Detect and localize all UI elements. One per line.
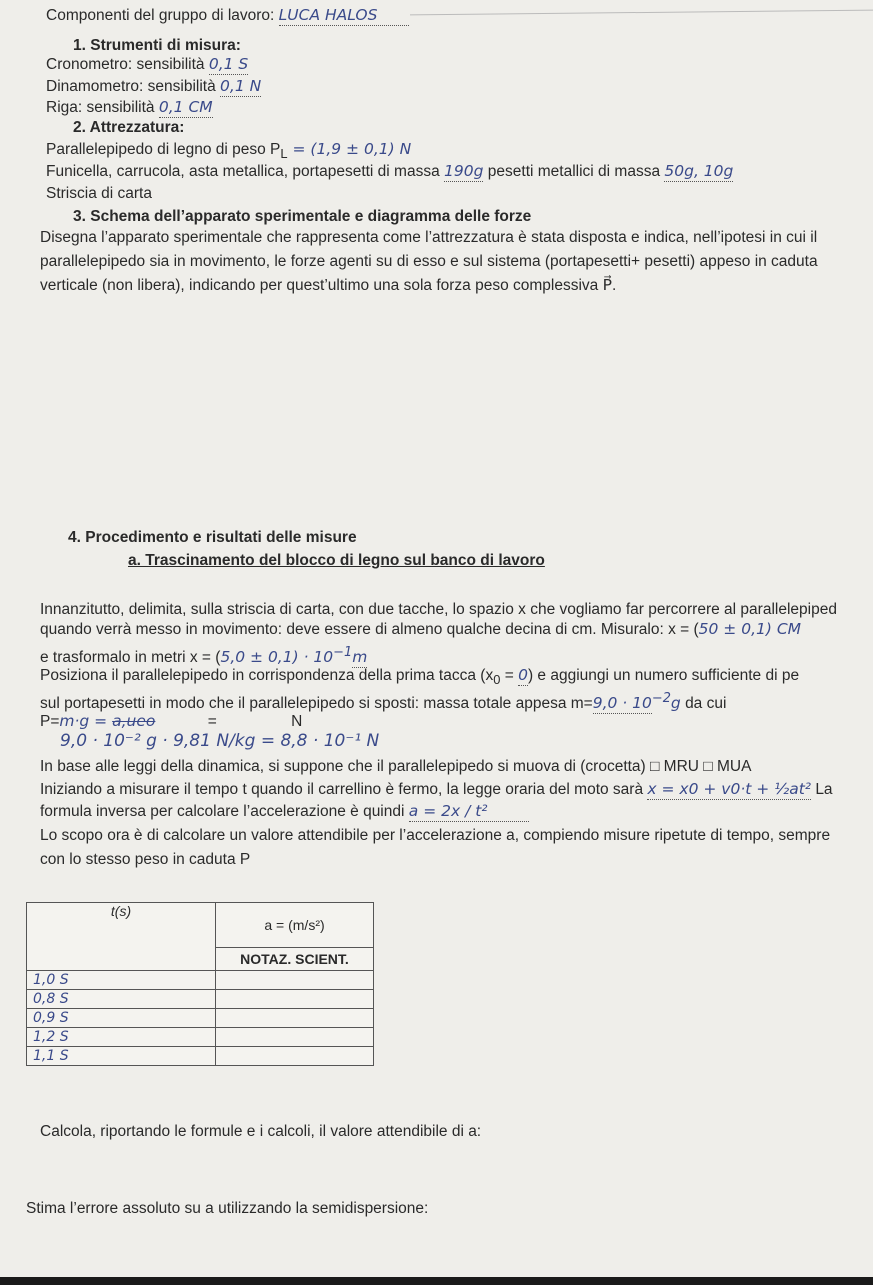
law-value: x = x0 + v0·t + ½at²	[647, 780, 811, 798]
section-4a-subtitle: a. Trascinamento del blocco di legno sul banco di lavoro	[128, 552, 545, 569]
convert-x-value: 5,0 ± 0,1) · 10	[220, 648, 334, 667]
x0-value: 0	[518, 666, 528, 684]
parallelepipedo-value: = (1,9 ± 0,1) N	[287, 140, 412, 158]
riga-label: Riga: sensibilità	[46, 99, 155, 116]
accel-cell[interactable]	[216, 990, 374, 1009]
measure-x-value: 50 ± 0,1) CM	[698, 620, 802, 638]
table-row	[27, 1009, 374, 1028]
dinamometro-value: 0,1 N	[220, 77, 262, 95]
accel-cell[interactable]	[216, 1047, 374, 1066]
group-members-label: Componenti del gruppo di lavoro:	[46, 7, 275, 24]
col-accel-subheader: NOTAZ. SCIENT.	[216, 948, 374, 971]
pesetti-mass: 50g, 10g	[664, 162, 734, 180]
striscia-text: Striscia di carta	[46, 185, 152, 202]
weight-eq: =	[207, 713, 217, 730]
riga-line	[46, 98, 213, 118]
dinamometro-line	[46, 77, 261, 97]
cronometro-line	[46, 55, 248, 75]
portapesetti-mass: 190g	[444, 162, 484, 180]
procedure-line-6	[40, 712, 302, 731]
accel-cell[interactable]	[216, 1009, 374, 1028]
section-3-line-3: verticale (non libera), indicando per quest’ultimo una sola forza peso complessiva P⃗.	[40, 277, 617, 294]
section-4-title: 4. Procedimento e risultati delle misure	[68, 529, 357, 546]
mass-label: sul portapesetti in modo che il parallelepipedo si sposti: massa totale appesa m=	[40, 695, 593, 713]
procedure-line-1: Innanzitutto, delimita, sulla striscia di carta, con due tacche, lo spazio x che vogliamo far percorrere al parallelepiped	[40, 601, 837, 618]
funicella-line	[46, 162, 733, 182]
weight-calculation: 9,0 · 10⁻² g · 9,81 N/kg = 8,8 · 10⁻¹ N	[60, 731, 380, 751]
col-time-header: t(s)	[27, 903, 216, 971]
procedure-line-5	[40, 689, 726, 714]
table-row	[27, 1028, 374, 1047]
inverse-label: formula inversa per calcolare l’accelerazione è quindi	[40, 803, 405, 820]
procedure-line-11: Lo scopo ora è di calcolare un valore attendibile per l’accelerazione a, compiendo misure ripetute di tempo, sempre	[40, 827, 831, 844]
weight-unit: N	[291, 713, 303, 730]
convert-x-label: e trasformalo in metri x = (	[40, 649, 221, 667]
parallelepipedo-line	[46, 140, 411, 163]
pesetti-text: pesetti metallici di massa	[487, 163, 661, 180]
accel-cell[interactable]	[216, 1028, 374, 1047]
parallelepipedo-label: Parallelepipedo di legno di peso P	[46, 141, 281, 158]
x0-eq: =	[500, 667, 519, 684]
section-2-title: 2. Attrezzatura:	[73, 119, 185, 136]
weight-formula: m·g =	[59, 712, 113, 730]
section-3-line-2: parallelepipedo sia in movimento, le forze agenti su di esso e sul sistema (portapesetti+ pesetti) appeso in caduta	[40, 253, 818, 270]
inverse-value: a = 2x / t²	[409, 802, 529, 822]
time-acceleration-table	[26, 902, 374, 1066]
weight-label: P=	[40, 713, 60, 730]
cronometro-label: Cronometro: sensibilità	[46, 56, 205, 73]
table-row	[27, 990, 374, 1009]
time-cell: 0,9 S	[27, 1009, 216, 1028]
x0-rest: ) e aggiungi un numero sufficiente di pe	[527, 667, 800, 684]
section-3-title: 3. Schema dell’apparato sperimentale e diagramma delle forze	[73, 208, 532, 225]
mass-unit: g	[670, 694, 681, 713]
table-row	[27, 1047, 374, 1066]
time-cell: 0,8 S	[27, 990, 216, 1009]
top-rule	[410, 10, 873, 16]
convert-x-unit: m	[352, 648, 368, 667]
procedure-line-10	[40, 802, 529, 822]
procedure-line-4	[40, 666, 799, 689]
motion-type-line: In base alle leggi della dinamica, si suppone che il parallelepipedo si muova di (crocetta) □ MRU □ MUA	[40, 758, 752, 775]
procedure-line-9	[40, 780, 833, 800]
x0-label: Posiziona il parallelepipedo in corrispondenza della prima tacca (x	[40, 667, 494, 684]
parallelepipedo-sub: L	[280, 146, 288, 162]
group-members-names: LUCA HALOS	[279, 6, 409, 26]
weight-strike: a,ueo	[112, 712, 156, 730]
group-members-line	[46, 6, 409, 26]
accel-cell[interactable]	[216, 971, 374, 990]
time-cell: 1,1 S	[27, 1047, 216, 1066]
procedure-line-2	[40, 620, 801, 639]
mass-exp: −2	[651, 691, 671, 706]
bottom-edge	[0, 1277, 873, 1285]
time-cell: 1,2 S	[27, 1028, 216, 1047]
mass-tail: da cui	[685, 695, 727, 713]
stima-prompt: Stima l’errore assoluto su a utilizzando la semidispersione:	[26, 1200, 429, 1217]
section-1-title: 1. Strumenti di misura:	[73, 37, 241, 54]
convert-x-exp: −1	[333, 645, 353, 660]
x0-sub: 0	[493, 672, 501, 688]
time-cell: 1,0 S	[27, 971, 216, 990]
col-accel-header: a = (m/s²)	[216, 903, 374, 948]
cronometro-value: 0,1 S	[208, 55, 249, 73]
riga-value: 0,1 CM	[158, 98, 213, 116]
mass-value: 9,0 · 10	[592, 694, 652, 713]
procedure-line-3	[40, 643, 367, 668]
section-3-line-1: Disegna l’apparato sperimentale che rappresenta come l’attrezzatura è stata disposta e indica, nell’ipotesi in cui il	[40, 229, 818, 246]
funicella-text: Funicella, carrucola, asta metallica, portapesetti di massa	[46, 163, 440, 180]
law-tail: La	[815, 781, 833, 798]
law-label: Iniziando a misurare il tempo t quando il carrellino è fermo, la legge oraria del moto sarà	[40, 781, 644, 798]
procedure-line-12: con lo stesso peso in caduta P	[40, 851, 251, 868]
calcola-prompt: Calcola, riportando le formule e i calcoli, il valore attendibile di a:	[40, 1123, 482, 1140]
measure-x-label: quando verrà messo in movimento: deve essere di almeno qualche decina di cm. Misuralo: x = (	[40, 621, 699, 638]
dinamometro-label: Dinamometro: sensibilità	[46, 78, 216, 95]
table-row	[27, 971, 374, 990]
